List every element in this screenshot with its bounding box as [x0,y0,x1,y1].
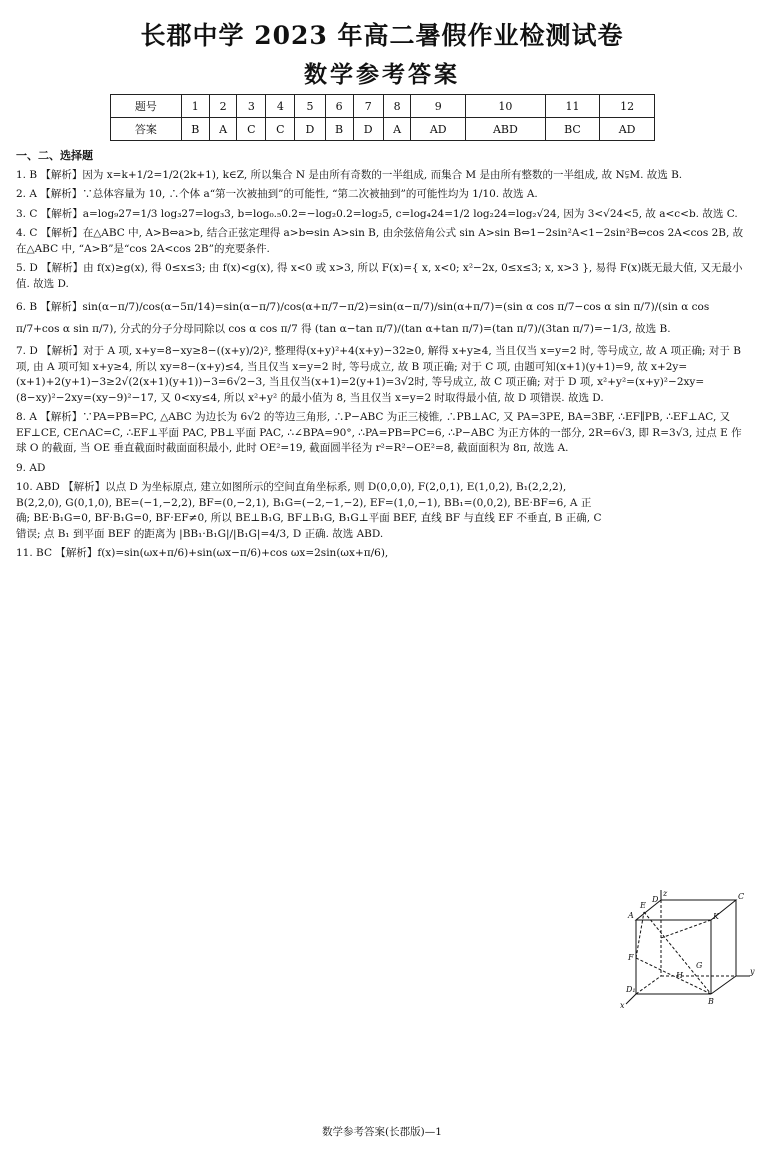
figure-label: G [696,961,703,970]
table-cell: 10 [466,95,546,118]
table-cell: AD [411,118,466,141]
answer-table-answer-row [111,118,655,141]
table-cell: A [209,118,237,141]
figure-label: A [628,911,634,920]
solutions-body [16,148,752,566]
figure-label: x [620,1001,625,1010]
solution-5: 5. D 【解析】由 f(x)≥g(x), 得 0≤x≤3; 由 f(x)<g(x), 得 x<0 或 x>3, 所以 F(x)={ x, x<0; x²−2x, 0≤x≤3; x, x>3 }, 易得 F(x)既无最大值, 又无最小值. 故选 D. [16,262,743,290]
solution-10: 10. ABD 【解析】以点 D 为坐标原点, 建立如图所示的空间直角坐标系, 则 D(0,0,0), F(2,0,1), E(1,0,2), B₁(2,2,2), B(2,2,0), G(0,1,0), BE=(−1,−2,2), BF=(0,−2,1), B₁G=(−2,−1,−2), EF=(1,0,−1), BB₁=(0,0,2), BE·BF=6, A 正确; BE·B₁G=0, BF·B₁G=0, BF·EF≠0, 所以 BE⊥B₁G, BF⊥B₁G, B₁G⊥平面 BEF, 直线 BF 与直线 EF 不垂直, B 正确, C 错误; 点 B₁ 到平面 BEF 的距离为 |BB₁·B₁G|/|B₁G|=4/3, D 正确. 故选 ABD. [16,481,602,540]
table-cell: AD [600,118,655,141]
solution-8: 8. A 【解析】∵PA=PB=PC, △ABC 为边长为 6√2 的等边三角形, ∴P−ABC 为正三棱锥, ∴PB⊥AC, 又 PA=3PE, BA=3BF, ∴EF∥PB, ∴EF⊥AC, 又 EF⊥CE, CE∩AC=C, ∴EF⊥平面 PAC, PB⊥平面 PAC, ∴∠BPA=90°, ∴PA=PB=PC=6, ∴P−ABC 为正方体的一部分, 2R=6√3, 即 R=3√3, 过点 E 作球 O 的截面, 当 OE 垂直截面时截面面积最小, 此时 OE²=19, 截面圆半径为 r²=R²−OE²=8, 截面面积为 8π, 故选 A. [16,411,742,454]
solution-4: 4. C 【解析】在△ABC 中, A>B⇔a>b, 结合正弦定理得 a>b⇔sin A>sin B, 由余弦倍角公式 sin A>sin B⇔1−2sin²A<1−2sin²B⇔cos 2A<cos 2B, 故在△ABC 中, “A>B”是“cos 2A<cos 2B”的充要条件. [16,227,744,255]
table-cell: ABD [466,118,546,141]
row-label: 答案 [111,118,182,141]
table-cell: A [383,118,411,141]
table-cell: 4 [266,95,295,118]
solution-9: 9. AD [16,461,46,474]
coordinate-cube-figure [616,888,756,1010]
row-label: 题号 [111,95,182,118]
figure-label: E [640,901,646,910]
table-cell: B [181,118,209,141]
table-cell: D [353,118,383,141]
figure-label: B [708,997,714,1006]
table-cell: 9 [411,95,466,118]
solution-3: 3. C 【解析】a=log₉27=1/3 log₃27=log₃3, b=log₀.₅0.2=−log₂0.2=log₂5, c=log₄24=1/2 log₂24=log₂√24, 因为 3<√24<5, 故 a<c<b. 故选 C. [16,207,738,220]
page-footer: 数学参考答案(长郡版)—1 [322,1126,442,1138]
table-cell: 8 [383,95,411,118]
table-cell: 12 [600,95,655,118]
figure-label: K [713,912,719,921]
figure-label: D₁ [626,985,636,994]
section-title: 一、二、选择题 [16,149,93,162]
figure-label: F [628,953,634,962]
solution-11: 11. BC 【解析】f(x)=sin(ωx+π/6)+sin(ωx−π/6)+cos ωx=2sin(ωx+π/6), [16,547,389,559]
document-subtitle: 数学参考答案 [304,61,460,88]
document-title: 长郡中学 2023 年高二暑假作业检测试卷 [140,21,624,50]
figure-label: H [676,971,683,980]
table-cell: 6 [325,95,353,118]
table-cell: 2 [209,95,237,118]
solution-2: 2. A 【解析】∵总体容量为 10, ∴个体 a“第一次被抽到”的可能性, “第二次被抽到”的可能性均为 1/10. 故选 A. [16,188,538,200]
table-cell: BC [545,118,600,141]
solution-6: 6. B 【解析】sin(α−π/7)/cos(α−5π/14)=sin(α−π/7)/cos(α+π/7−π/2)=sin(α−π/7)/sin(α+π/7)=(sin α cos π/7−cos α sin π/7)/(sin α cos π/7+cos α sin π/7), 分式的分子分母同除以 cos α cos π/7 得 (tan α−tan π/7)/(tan α+tan π/7)=(tan π/7)/(3tan π/7)=−1/3, 故选 B. [16,301,710,335]
figure-label: z [663,889,668,898]
solution-1: 1. B 【解析】因为 x=k+1/2=1/2(2k+1), k∈Z, 所以集合 N 是由所有奇数的一半组成, 而集合 M 是由所有整数的一半组成, 故 N⫋M. 故选 B. [16,168,683,181]
table-cell: C [266,118,295,141]
table-cell: B [325,118,353,141]
table-cell: 3 [237,95,266,118]
figure-label: y [750,967,755,976]
figure-label: D [652,895,659,904]
answer-table-number-row [111,95,655,118]
table-cell: 1 [181,95,209,118]
table-cell: 11 [545,95,600,118]
table-cell: 7 [353,95,383,118]
solution-7: 7. D 【解析】对于 A 项, x+y=8−xy≥8−((x+y)/2)², 整理得(x+y)²+4(x+y)−32≥0, 解得 x+y≥4, 当且仅当 x=y=2 时, 等号成立, 故 A 项正确; 对于 B 项, 由 A 项可知 x+y≥4, 所以 xy=8−(x+y)≤4, 当且仅当 x=y=2 时, 等号成立, 故 B 项正确; 对于 C 项, 由题可知(x+1)(y+1)=9, 故 x+2y=(x+1)+2(y+1)−3≥2√(2(x+1)(y+1))−3=6√2−3, 当且仅当(x+1)=2(y+1)=3√2时, 等号成立, 故 C 项正确; 对于 D 项, x²+y²=(x+y)²−2xy=(8−xy)²−2xy=(xy−9)²−17, 又 0<xy≤4, 所以 x²+y² 的最小值为 8, 当且仅当 x=y=2 时取得最小值, 故 D 项错误. 故选 D. [16,345,741,404]
figure-label: C [738,892,745,901]
table-cell: 5 [295,95,325,118]
table-cell: D [295,118,325,141]
table-cell: C [237,118,266,141]
answer-table [110,94,655,141]
